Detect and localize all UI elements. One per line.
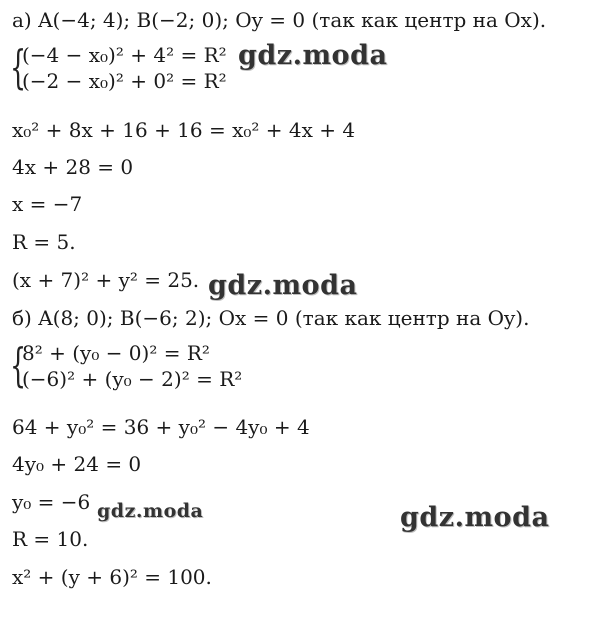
watermark-logo: gdz.moda [238,40,388,71]
watermark-logo: gdz.moda [400,502,550,533]
part-b-step-4: R = 10. [12,527,89,551]
part-a-step-3: x = −7 [12,192,83,216]
part-b-header: б) A(8; 0); B(−6; 2); Ox = 0 (так как центр на Oy). [12,306,530,330]
part-a-step-1: x₀² + 8x + 16 + 16 = x₀² + 4x + 4 [12,118,356,142]
part-b-step-2: 4y₀ + 24 = 0 [12,452,142,476]
part-a-equation-1: (−4 − x₀)² + 4² = R² [22,43,227,67]
part-a-answer: (x + 7)² + y² = 25. [12,268,200,292]
part-b-equation-1: 8² + (y₀ − 0)² = R² [22,341,210,365]
part-a-equation-2: (−2 − x₀)² + 0² = R² [22,69,227,93]
part-a-step-4: R = 5. [12,230,76,254]
part-a-header: а) A(−4; 4); B(−2; 0); Oy = 0 (так как центр на Ox). [12,8,547,32]
part-b-equation-2: (−6)² + (y₀ − 2)² = R² [22,367,243,391]
system-brace-icon: { [10,40,27,94]
system-brace-icon: { [10,338,27,392]
part-a-step-2: 4x + 28 = 0 [12,155,134,179]
part-b-step-1: 64 + y₀² = 36 + y₀² − 4y₀ + 4 [12,415,310,439]
part-a-system [10,40,227,94]
watermark-logo: gdz.moda [208,270,358,301]
part-b-step-3: y₀ = −6 [12,490,91,514]
watermark-logo: gdz.moda [97,500,204,522]
part-b-system [10,338,243,392]
part-b-answer: x² + (y + 6)² = 100. [12,565,212,589]
